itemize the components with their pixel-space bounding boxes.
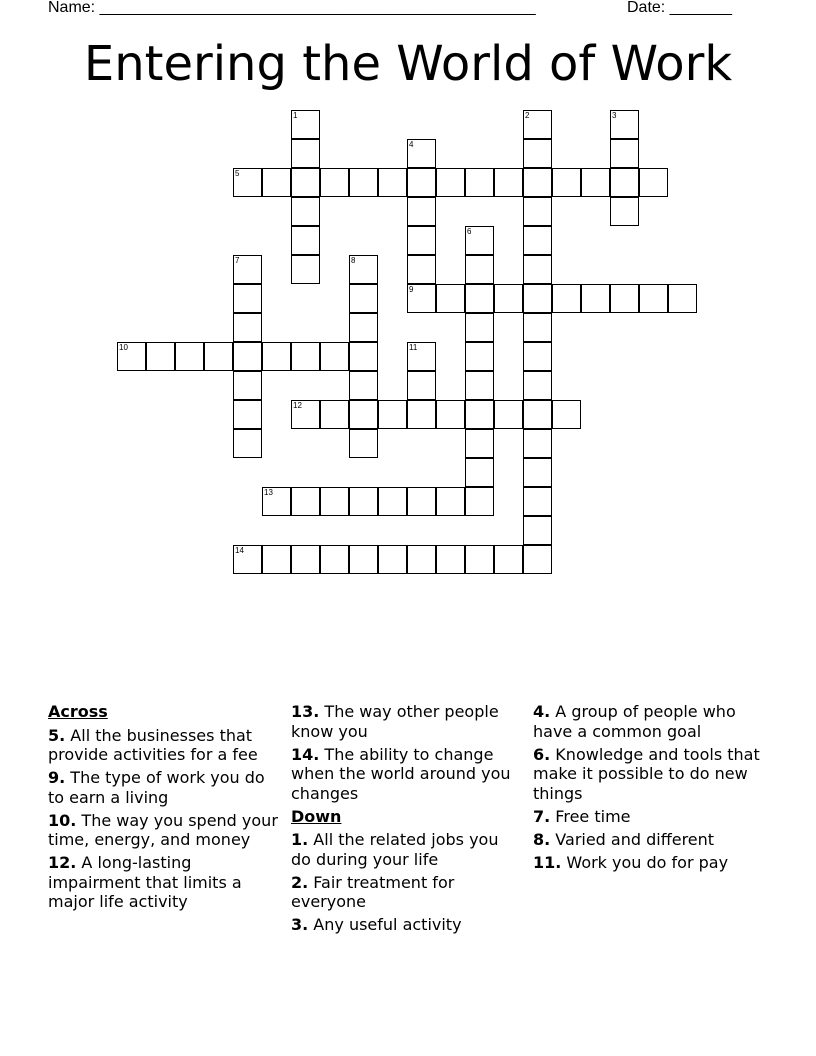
clues-column-2 [291,702,523,938]
down-heading: Down [291,806,342,826]
crossword-cell[interactable] [407,400,436,429]
crossword-cell[interactable] [523,371,552,400]
crossword-cell[interactable] [610,168,639,197]
crossword-cell[interactable] [465,255,494,284]
crossword-cell[interactable] [494,168,523,197]
crossword-cell[interactable] [494,545,523,574]
crossword-cell[interactable] [407,168,436,197]
crossword-cell[interactable] [349,168,378,197]
crossword-cell[interactable] [320,487,349,516]
crossword-cell[interactable] [610,284,639,313]
crossword-cell[interactable] [349,371,378,400]
cell-number: 2 [525,111,530,120]
crossword-cell[interactable] [407,255,436,284]
crossword-cell[interactable] [581,168,610,197]
crossword-cell[interactable] [291,139,320,168]
crossword-cell[interactable] [523,487,552,516]
crossword-cell[interactable] [465,487,494,516]
crossword-cell[interactable] [349,342,378,371]
crossword-cell[interactable] [436,168,465,197]
crossword-cell[interactable] [349,284,378,313]
crossword-cell[interactable] [291,400,320,429]
crossword-cell[interactable] [262,342,291,371]
crossword-cell[interactable] [233,255,262,284]
crossword-cell[interactable] [436,545,465,574]
crossword-cell[interactable] [465,342,494,371]
crossword-cell[interactable] [407,371,436,400]
crossword-cell[interactable] [465,226,494,255]
crossword-cell[interactable] [117,342,146,371]
crossword-cell[interactable] [291,342,320,371]
clue-across-13: 13. The way other people know you [291,702,499,741]
crossword-cell[interactable] [523,400,552,429]
crossword-cell[interactable] [262,168,291,197]
crossword-cell[interactable] [523,342,552,371]
crossword-cell[interactable] [523,139,552,168]
cell-number: 8 [351,256,356,265]
crossword-cell[interactable] [465,429,494,458]
cell-number: 9 [409,285,414,294]
crossword-cell[interactable] [436,284,465,313]
crossword-cell[interactable] [378,168,407,197]
cell-number: 4 [409,140,414,149]
crossword-cell[interactable] [349,400,378,429]
date-field-label: Date: _______ [627,0,732,16]
crossword-cell[interactable] [668,284,697,313]
crossword-cell[interactable] [610,197,639,226]
crossword-cell[interactable] [378,487,407,516]
cell-number: 3 [612,111,617,120]
crossword-cell[interactable] [349,313,378,342]
cell-number: 10 [119,343,128,352]
crossword-cell[interactable] [465,458,494,487]
crossword-cell[interactable] [407,342,436,371]
crossword-cell[interactable] [465,371,494,400]
crossword-cell[interactable] [291,226,320,255]
crossword-cell[interactable] [320,168,349,197]
clue-down-7: 7. Free time [533,806,631,826]
cell-number: 1 [293,111,298,120]
crossword-cell[interactable] [262,487,291,516]
crossword-cell[interactable] [233,545,262,574]
crossword-cell[interactable] [436,400,465,429]
crossword-cell[interactable] [610,110,639,139]
crossword-cell[interactable] [175,342,204,371]
crossword-cell[interactable] [552,400,581,429]
crossword-cell[interactable] [349,487,378,516]
clue-down-4: 4. A group of people who have a common goal [533,702,736,741]
crossword-cell[interactable] [407,197,436,226]
crossword-cell[interactable] [233,400,262,429]
crossword-cell[interactable] [465,313,494,342]
crossword-cell[interactable] [320,400,349,429]
crossword-cell[interactable] [407,284,436,313]
crossword-cell[interactable] [349,429,378,458]
crossword-cell[interactable] [378,400,407,429]
crossword-cell[interactable] [233,284,262,313]
crossword-cell[interactable] [233,429,262,458]
clue-across-9: 9. The type of work you do to earn a living [48,768,265,807]
crossword-cell[interactable] [465,168,494,197]
crossword-cell[interactable] [523,110,552,139]
crossword-cell[interactable] [523,226,552,255]
crossword-cell[interactable] [407,487,436,516]
across-heading: Across [48,702,108,721]
crossword-cell[interactable] [407,139,436,168]
crossword-cell[interactable] [320,342,349,371]
clue-across-5: 5. All the businesses that provide activities for a fee [48,725,258,764]
clue-down-1: 1. All the related jobs you do during your life [291,830,499,869]
crossword-cell[interactable] [233,313,262,342]
clue-down-2: 2. Fair treatment for everyone [291,872,455,911]
puzzle-title: Entering the World of Work [83,36,733,92]
clue-across-12: 12. A long-lasting impairment that limits a major life activity [48,853,242,911]
cell-number: 13 [264,488,273,497]
crossword-cell[interactable] [523,197,552,226]
crossword-cell[interactable] [581,284,610,313]
crossword-cell[interactable] [262,545,291,574]
crossword-cell[interactable] [465,545,494,574]
crossword-cell[interactable] [233,168,262,197]
crossword-cell[interactable] [523,255,552,284]
clue-down-3: 3. Any useful activity [291,915,462,934]
crossword-cell[interactable] [349,255,378,284]
crossword-cell[interactable] [523,516,552,545]
crossword-cell[interactable] [204,342,233,371]
cell-number: 7 [235,256,240,265]
clue-across-10: 10. The way you spend your time, energy, and money [48,810,278,849]
crossword-cell[interactable] [610,139,639,168]
crossword-cell[interactable] [436,487,465,516]
crossword-cell[interactable] [523,284,552,313]
cell-number: 12 [293,401,302,410]
crossword-cell[interactable] [233,371,262,400]
clue-across-14: 14. The ability to change when the world around you changes [291,744,511,803]
crossword-cell[interactable] [291,168,320,197]
crossword-cell[interactable] [639,168,668,197]
crossword-cell[interactable] [407,545,436,574]
crossword-cell[interactable] [291,487,320,516]
crossword-cell[interactable] [494,400,523,429]
crossword-cell[interactable] [407,226,436,255]
crossword-cell[interactable] [146,342,175,371]
crossword-cell[interactable] [552,168,581,197]
crossword-cell[interactable] [494,284,523,313]
crossword-cell[interactable] [523,458,552,487]
crossword-cell[interactable] [320,545,349,574]
crossword-cell[interactable] [291,255,320,284]
clue-down-6: 6. Knowledge and tools that make it possible to do new things [533,744,760,803]
crossword-cell[interactable] [523,545,552,574]
crossword-cell[interactable] [291,110,320,139]
crossword-cell[interactable] [233,342,262,371]
cell-number: 11 [409,343,418,352]
clue-down-11: 11. Work you do for pay [533,852,729,872]
crossword-cell[interactable] [291,197,320,226]
cell-number: 6 [467,227,472,236]
crossword-cell[interactable] [523,429,552,458]
crossword-cell[interactable] [523,313,552,342]
crossword-cell[interactable] [552,284,581,313]
name-field-label: Name: _________________________________________________ [48,0,536,16]
crossword-cell[interactable] [349,545,378,574]
clues-column-1 [48,702,280,915]
crossword-cell[interactable] [465,284,494,313]
crossword-cell[interactable] [639,284,668,313]
crossword-cell[interactable] [378,545,407,574]
clue-down-8: 8. Varied and different [533,829,715,849]
cell-number: 5 [235,169,240,178]
clues-column-3 [533,702,773,876]
crossword-cell[interactable] [523,168,552,197]
crossword-cell[interactable] [291,545,320,574]
cell-number: 14 [235,546,244,555]
crossword-cell[interactable] [465,400,494,429]
